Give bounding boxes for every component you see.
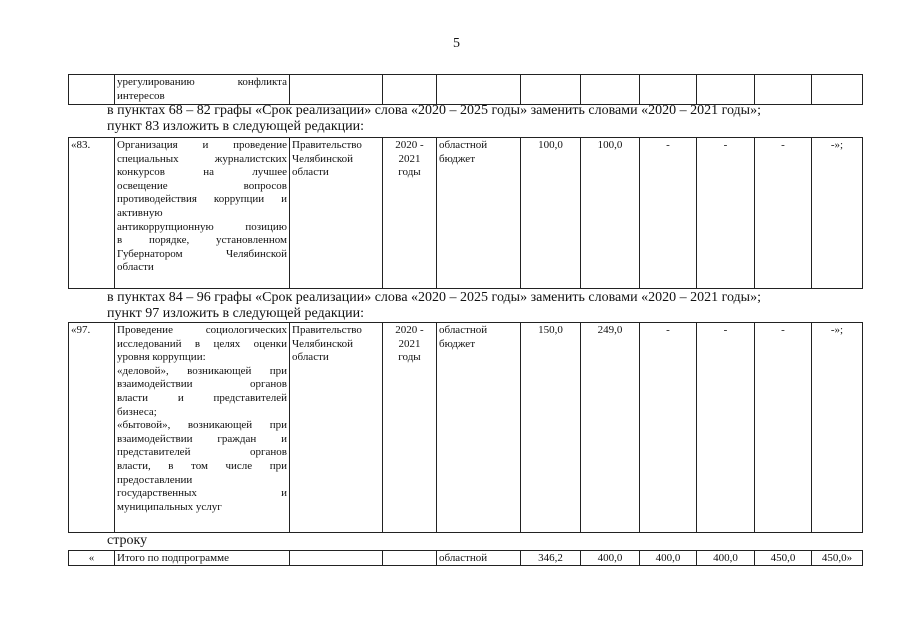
cell-value: - <box>640 138 697 289</box>
instruction-paragraph-3: строку <box>107 533 148 548</box>
cell-period: 2020 - 2021 годы <box>383 138 437 289</box>
cell-source: областной бюджет <box>437 323 521 533</box>
cell-value: 400,0 <box>581 551 640 566</box>
cell-value: 100,0 <box>581 138 640 289</box>
cell-value: -»; <box>812 138 863 289</box>
cell-value: 150,0 <box>521 323 581 533</box>
cell-value: 450,0» <box>812 551 863 566</box>
cell-value: - <box>697 138 755 289</box>
table-row-97 <box>68 322 863 533</box>
cell-description: Проведение социологических исследований в целях оценки уровня коррупции: «деловой», возникающей при взаимодействии органов власти и представителей бизнеса; «бытовой», возникающей при взаимодействии граждан и представителей органов власти, в том числе при предоставлении государственных и муниципальных услуг <box>115 323 290 533</box>
cell-label: Итого по подпрограмме <box>115 551 290 566</box>
cell-item-number: «83. <box>69 138 115 289</box>
cell-description: урегулированию конфликта интересов <box>115 75 290 105</box>
cell-value: - <box>697 323 755 533</box>
table-row-continuation <box>68 74 863 105</box>
page-number: 5 <box>453 36 460 51</box>
cell-source: областной бюджет <box>437 138 521 289</box>
instruction-paragraph-2: в пунктах 84 – 96 графы «Срок реализации» слова «2020 – 2025 годы» заменить словами «2020 – 2021 годы»; пункт 97 изложить в следующей редакции: <box>107 290 761 321</box>
table-row-83 <box>68 137 863 289</box>
cell-description: Организация и проведение специальных журналистских конкурсов на лучшее освещение вопросов противодействия коррупции и активную антикоррупционную позицию в порядке, установленном Губернатором Челябинской области <box>115 138 290 289</box>
cell-value: 100,0 <box>521 138 581 289</box>
cell-value: -»; <box>812 323 863 533</box>
cell-value: 400,0 <box>697 551 755 566</box>
cell-value: - <box>755 138 812 289</box>
cell-num <box>69 75 115 105</box>
instruction-paragraph-1: в пунктах 68 – 82 графы «Срок реализации» слова «2020 – 2025 годы» заменить словами «2020 – 2021 годы»; пункт 83 изложить в следующей редакции: <box>107 103 761 134</box>
cell-period: 2020 - 2021 годы <box>383 323 437 533</box>
cell-value: - <box>640 323 697 533</box>
cell-source: областной <box>437 551 521 566</box>
cell-value: 249,0 <box>581 323 640 533</box>
cell-value: 400,0 <box>640 551 697 566</box>
cell-value: 346,2 <box>521 551 581 566</box>
cell-item-number: «97. <box>69 323 115 533</box>
cell-value: - <box>755 323 812 533</box>
cell-executor: Правительство Челябинской области <box>290 323 383 533</box>
cell-executor: Правительство Челябинской области <box>290 138 383 289</box>
cell-item-number: « <box>69 551 115 566</box>
cell-value: 450,0 <box>755 551 812 566</box>
table-row-total <box>68 550 863 566</box>
